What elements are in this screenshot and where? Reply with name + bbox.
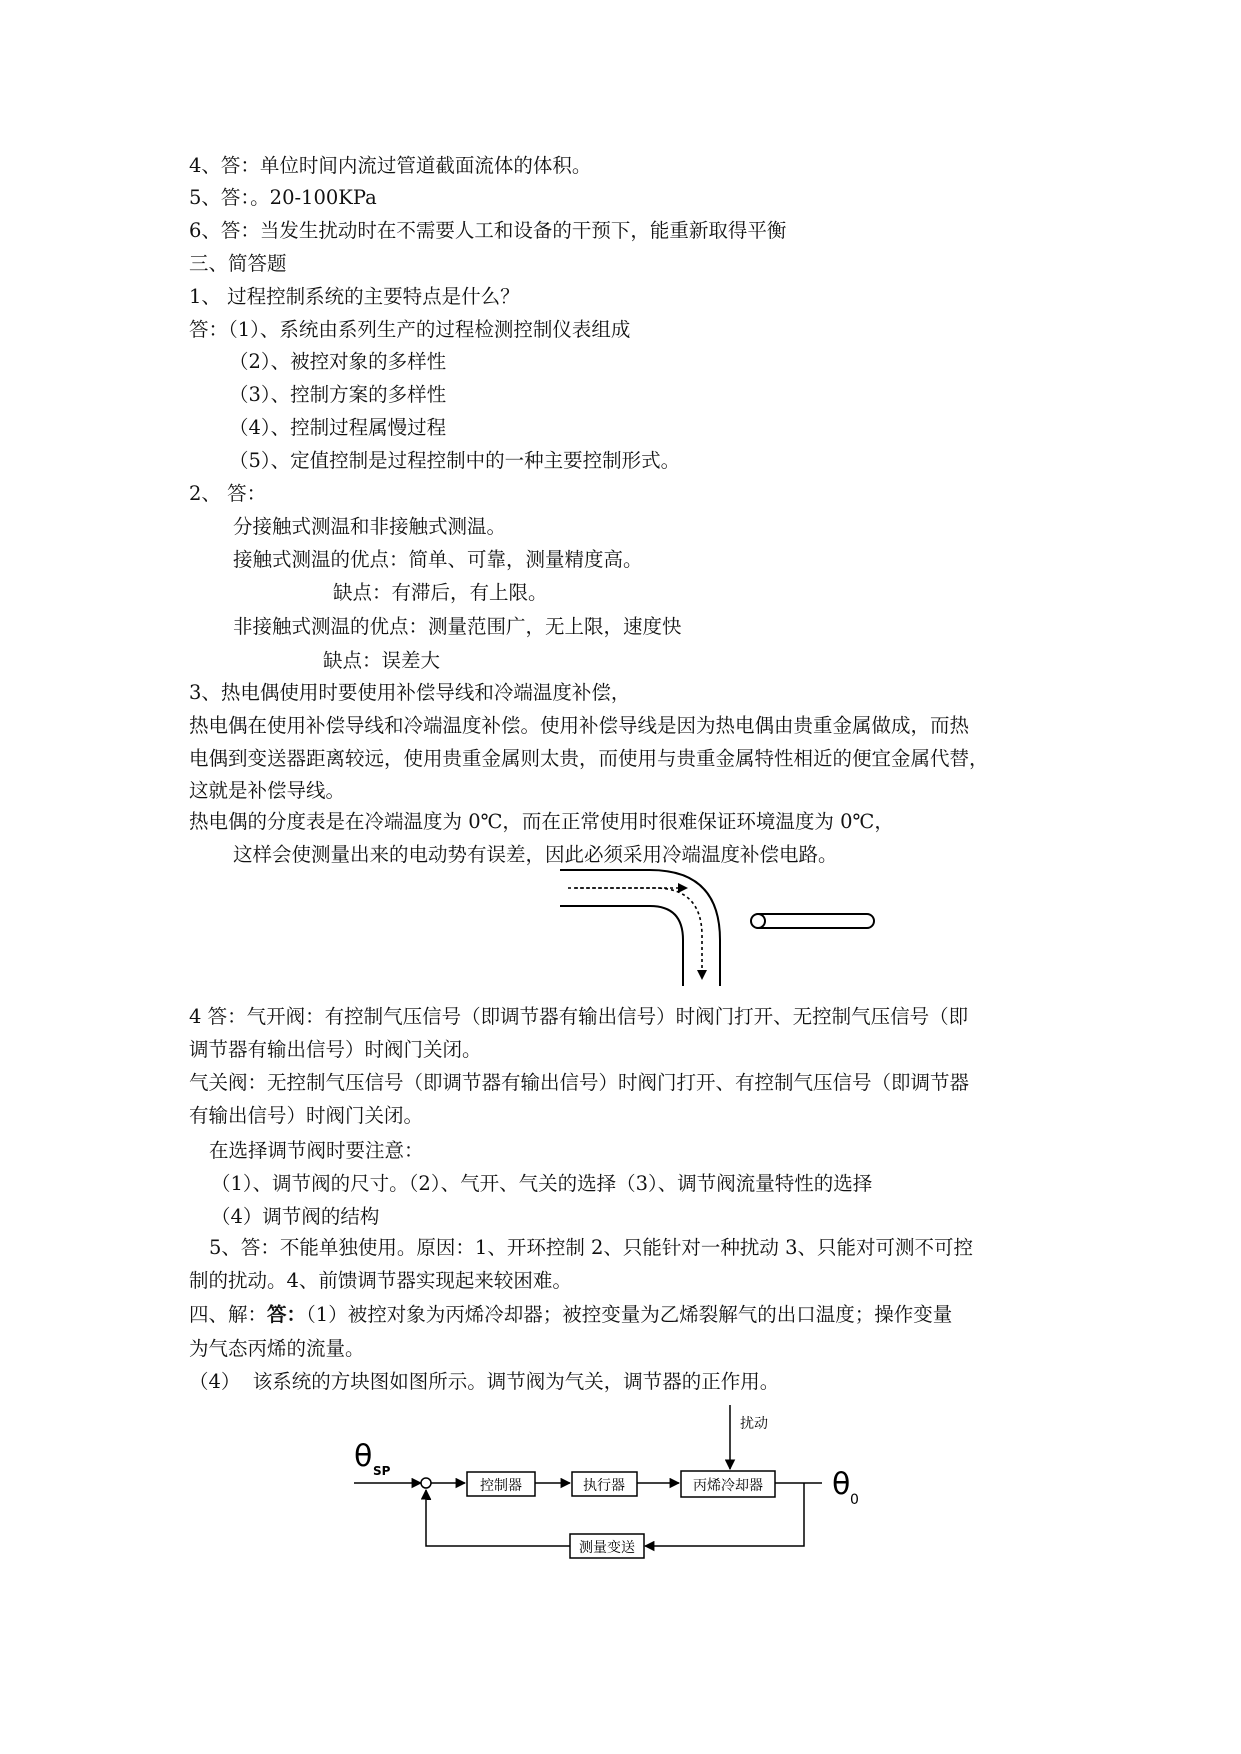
q4-p2-line-2: 有输出信号）时阀门关闭。 (189, 1103, 424, 1127)
section-heading-3: 三、简答题 (189, 252, 287, 275)
q4-paragraph-1 (189, 1001, 1054, 1066)
q4-p1-line-2: 调节器有输出信号）时阀门关闭。 (189, 1037, 482, 1061)
q3-p1-line-2: 电偶到变送器距离较远，使用贵重金属则太贵，而使用与贵重金属特性相近的便宜金属代替， (189, 746, 989, 770)
flow-arrowhead-right (678, 883, 688, 893)
q4-paragraph-2 (189, 1067, 1054, 1132)
q2-line-2: 接触式测温的优点：简单、可靠，测量精度高。 (233, 548, 643, 571)
block-controller-label: 控制器 (480, 1478, 522, 1494)
flow-arrowhead-down (697, 970, 707, 980)
summing-junction (421, 1478, 431, 1488)
q4-line-5: （4）调节阀的结构 (211, 1205, 380, 1228)
pipe-inner-wall (560, 906, 683, 986)
q1-point-2: （2）、被控对象的多样性 (229, 350, 447, 373)
pipe-sketch (560, 866, 890, 986)
q1-point-4: （4）、控制过程属慢过程 (229, 416, 447, 439)
a5b-line-1: 5、答：不能单独使用。原因：1、开环控制 2、只能针对一种扰动 3、只能对可测不可控 (209, 1236, 974, 1259)
answer-4: 4、答：单位时间内流过管道截面流体的体积。 (189, 154, 592, 177)
q3-paragraph-3: 这样会使测量出来的电动势有误差，因此必须采用冷端温度补偿电路。 (233, 843, 838, 866)
q4-line-3: 在选择调节阀时要注意： (209, 1139, 424, 1162)
question-1: 1、 过程控制系统的主要特点是什么？ (189, 285, 520, 308)
q1-point-5: （5）、定值控制是过程控制中的一种主要控制形式。 (229, 449, 681, 472)
answer-6: 6、答：当发生扰动时在不需要人工和设备的干预下，能重新取得平衡 (189, 219, 787, 242)
input-theta-symbol: θ (354, 1439, 373, 1474)
disturbance-label: 扰动 (740, 1416, 768, 1432)
a5b-line-2: 制的扰动。4、前馈调节器实现起来较困难。 (189, 1268, 572, 1292)
feedback-path-left (426, 1490, 570, 1546)
q4-p1-line-1: 4 答：气开阀：有控制气压信号（即调节器有输出信号）时阀门打开、无控制气压信号（即 (189, 1005, 969, 1028)
q4-line-4: （1）、调节阀的尺寸。（2）、气开、气关的选择（3）、调节阀流量特性的选择 (211, 1172, 873, 1195)
answer-5b (189, 1232, 1054, 1297)
q1-point-1: 答：（1）、系统由系列生产的过程检测控制仪表组成 (189, 318, 631, 341)
q3-paragraph-2: 热电偶的分度表是在冷端温度为 0℃，而在正常使用时很难保证环境温度为 0℃， (189, 810, 894, 833)
q3-p1-line-3: 这就是补偿导线。 (189, 779, 346, 802)
question-3: 3、热电偶使用时要使用补偿导线和冷端温度补偿， (189, 681, 631, 704)
s4-bold-answer: 答： (267, 1303, 307, 1326)
q2-line-5: 缺点：误差大 (323, 649, 441, 672)
q3-paragraph-1 (189, 710, 1054, 808)
output-subscript-0: 0 (850, 1492, 859, 1508)
output-theta-symbol: θ (832, 1467, 851, 1502)
minus-sign: - (426, 1489, 432, 1508)
answer-5: 5、答：。20-100KPa (189, 186, 377, 209)
block-measurement-label: 测量变送 (579, 1540, 635, 1556)
thermocouple-probe (752, 914, 874, 928)
s4-prefix: 四、解： (189, 1303, 268, 1326)
section-4-line-3: （4） 该系统的方块图如图所示。调节阀为气关，调节器的正作用。 (189, 1370, 780, 1393)
section-4-line-1 (189, 1302, 952, 1328)
block-cooler-label: 丙烯冷却器 (693, 1478, 763, 1494)
input-subscript-sp: SP (373, 1464, 391, 1478)
section-4-line-2: 为气态丙烯的流量。 (189, 1337, 365, 1360)
block-actuator-label: 执行器 (583, 1478, 625, 1494)
block-diagram (340, 1400, 900, 1570)
q2-line-4: 非接触式测温的优点：测量范围广，无上限，速度快 (233, 615, 682, 638)
q2-line-3: 缺点：有滞后，有上限。 (333, 581, 548, 604)
probe-tip (751, 914, 765, 928)
q1-point-3: （3）、控制方案的多样性 (229, 383, 447, 406)
q3-p1-line-1: 热电偶在使用补偿导线和冷端温度补偿。使用补偿导线是因为热电偶由贵重金属做成，而热 (189, 714, 970, 737)
s4-line-1-rest: （1）被控对象为丙烯冷却器；被控变量为乙烯裂解气的出口温度；操作变量 (306, 1303, 953, 1326)
question-2: 2、 答： (189, 482, 267, 505)
q4-p2-line-1: 气关阀：无控制气压信号（即调节器有输出信号）时阀门打开、有控制气压信号（即调节器 (189, 1071, 970, 1094)
q2-line-1: 分接触式测温和非接触式测温。 (233, 515, 507, 538)
